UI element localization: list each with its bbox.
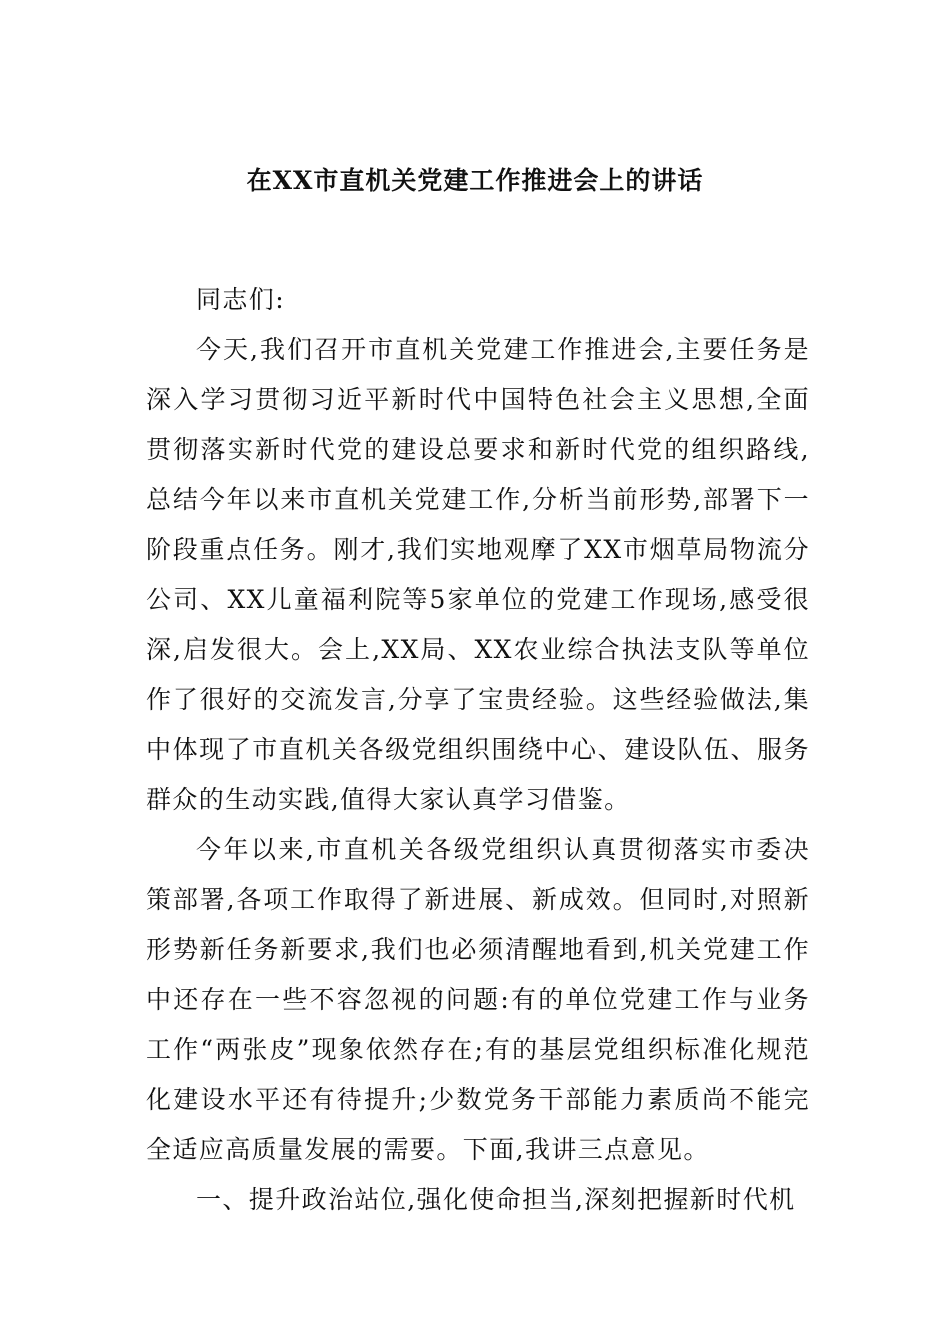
salutation-paragraph: 同志们: — [196, 285, 286, 314]
document-body — [146, 275, 810, 1225]
opening-paragraph: 今天,我们召开市直机关党建工作推进会,主要任务是深入学习贯彻习近平新时代中国特色社会主义思想,全面贯彻落实新时代党的建设总要求和新时代党的组织路线,总结今年以来市直机关党建工作,分析当前形势,部署下一阶段重点任务。刚才,我们实地观摩了XX市烟草局物流分公司、XX儿童福利院等5家单位的党建工作现场,感受很深,启发很大。会上,XX局、XX农业综合执法支队等单位作了很好的交流发言,分享了宝贵经验。这些经验做法,集中体现了市直机关各级党组织围绕中心、建设队伍、服务群众的生动实践,值得大家认真学习借鉴。 — [146, 335, 810, 814]
problems-paragraph: 今年以来,市直机关各级党组织认真贯彻落实市委决策部署,各项工作取得了新进展、新成效。但同时,对照新形势新任务新要求,我们也必须清醒地看到,机关党建工作中还存在一些不容忽视的问题:有的单位党建工作与业务工作“两张皮”现象依然存在;有的基层党组织标准化规范化建设水平还有待提升;少数党务干部能力素质尚不能完全适应高质量发展的需要。下面,我讲三点意见。 — [146, 835, 810, 1164]
document-title: 在XX市直机关党建工作推进会上的讲话 — [246, 166, 704, 195]
section-heading-paragraph: 一、提升政治站位,强化使命担当,深刻把握新时代机 — [196, 1185, 796, 1214]
